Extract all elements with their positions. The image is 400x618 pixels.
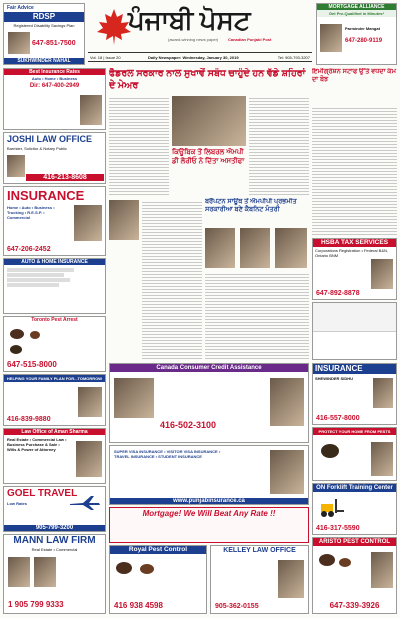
rdsp-sub: Registered Disability Savings Plan [13, 23, 75, 28]
aristo-phone: 647-339-3926 [329, 601, 380, 610]
mortgage-banner: Mortgage! We Will Beat Any Rate !! [142, 509, 276, 518]
joshi-phone: 416-213-8608 [26, 174, 104, 181]
story2-box [205, 198, 309, 226]
hsba-sub: Corporations Registration • Federal B&N, Ontario BNM [315, 248, 388, 258]
mortgage-alliance-ad[interactable] [316, 3, 397, 65]
story2-headline: ਬਰੈਂਪਟਨ ਸਾਊਥ ਤੋਂ ਐਮਪੀਪੀ ਪ੍ਰਭਮੀਤ ਸਰਕਾਰੀਆ ਬਣੇ ਕੈਬਨਿਟ ਮੰਤਰੀ [205, 198, 297, 213]
fair-advice-phone: 647-851-7500 [32, 40, 76, 47]
joshi-title: JOSHI LAW OFFICE [7, 134, 93, 144]
kelley-photo [278, 560, 304, 598]
hsba-tax-ad[interactable] [312, 238, 397, 300]
main-headline: ਫੈਡਰਲ ਸਰਕਾਰ ਨਾਲ ਸੁਖਾਵੇਂ ਸਬੰਧ ਚਾਹੁੰਦੇ ਹਨ ਵੱਡੇ ਸ਼ਹਿਰਾਂ ਦੇ ਮੇਅਰ [109, 68, 306, 91]
vol-issue: Vol. 18 | Issue 20 [90, 55, 121, 60]
sub-headline-box [172, 148, 246, 184]
bug-icon [30, 331, 40, 339]
joshi-law-ad[interactable] [3, 132, 106, 184]
mann-phone: 1 905 799 9333 [8, 600, 64, 609]
aman-sharma-ad[interactable] [3, 428, 106, 484]
prequalified-label: Get Pre-Qualified in Minutes* [317, 10, 396, 17]
mortgage-brand: MORTGAGE ALLIANCE [317, 4, 396, 10]
pest-phone: 647-515-8000 [7, 360, 57, 369]
mortgage-phone: 647-280-9119 [345, 38, 383, 44]
family-plan-ad[interactable] [3, 374, 106, 426]
mann-photo-1 [8, 557, 30, 587]
credit-phone: 416-502-3100 [160, 420, 217, 430]
mann-photo-2 [34, 557, 56, 587]
aristo-pest-ad[interactable] [312, 537, 397, 614]
insurance-right-ad[interactable] [312, 363, 397, 425]
insurance-big-title: INSURANCE [7, 188, 85, 203]
airplane-icon [69, 495, 101, 511]
fair-advice-name: SUKHWINDER NAHAL [4, 58, 84, 64]
family-plan-title: HELPING YOUR FAMILY PLAN FOR...TOMORROW [4, 375, 105, 382]
bug-icon [10, 329, 24, 339]
mortgage-agent-photo [320, 24, 342, 52]
insurance-agent-photo [80, 95, 102, 125]
aman-sharma-items: Real Estate • Commercial Law • Business Purchase & Sale • Wills & Power of Attorney [7, 437, 67, 452]
date-bar [88, 52, 312, 62]
story2-photo-1 [205, 228, 235, 268]
insurance-rates-items: Auto • Home • Business [31, 76, 78, 81]
joshi-photo [7, 155, 25, 177]
bug-icon [140, 564, 154, 574]
super-visa-list: SUPER VISA INSURANCE • VISITOR VISA INSURANCE • TRAVEL INSURANCE • STUDENT INSURANCE [114, 449, 221, 459]
protect-title: PROTECT YOUR HOME FROM PESTS [313, 428, 396, 435]
main-text-col-1 [109, 96, 169, 196]
main-headline-box [109, 68, 309, 94]
forklift-ad[interactable] [312, 483, 397, 535]
masthead-tel: Tel: 905-793-3207 [277, 55, 310, 60]
insurance-list: Home • Auto • Business • Trucking • R.E.S.P. • Commercial [7, 205, 55, 220]
right-small-ads[interactable] [312, 302, 397, 360]
right-story-text [312, 106, 397, 236]
auto-home-title: AUTO & HOME INSURANCE [4, 259, 105, 265]
main-photo-politicians [172, 96, 246, 146]
forklift-icon [319, 498, 345, 518]
insurance-right-phone: 416-557-8000 [316, 415, 360, 422]
mann-law-ad[interactable] [3, 534, 106, 614]
goel-sub: Low Rates [7, 501, 28, 506]
rdsp-label: RDSP [4, 12, 84, 22]
royal-title: Royal Pest Control [110, 546, 206, 554]
right-story-box [312, 68, 397, 104]
insurance-agent-photo-2 [74, 205, 102, 241]
insurance-ad[interactable] [3, 186, 106, 256]
protect-home-ad[interactable] [312, 427, 397, 481]
family-plan-phone: 416-839-9880 [7, 416, 51, 423]
insurance-right-title: INSURANCE [313, 364, 396, 374]
mortgage-agent-name: Parminder Mangat [345, 26, 380, 31]
website-link[interactable]: www.punjabinsurance.ca [110, 498, 308, 504]
bug-icon [116, 562, 132, 574]
forklift-phone: 416-317-5590 [316, 525, 360, 532]
date-line: Daily Newspaper: Wednesday, January 30, 2019 [148, 55, 239, 60]
aman-sharma-title: Law Office of Aman Sharma [4, 429, 105, 435]
masthead-title: ਪੰਜਾਬੀ ਪੋਸਟ [128, 6, 251, 35]
goel-title: GOEL TRAVEL [7, 488, 78, 499]
insurance-right-name: SHEWINDER SIDHU [315, 376, 354, 381]
goel-phone: 905-799-3200 [4, 525, 105, 531]
kelley-title: KELLEY LAW OFFICE [223, 547, 296, 554]
insurance-right-photo [373, 378, 393, 408]
auto-home-ad[interactable] [3, 258, 106, 314]
sub-headline: ਕਿਊਬਿਕ ਤੋਂ ਲਿਬਰਲ ਐਮਪੀ ਡੀ ਲੋਰੀਓ ਨੇ ਦਿੱਤਾ ਅਸਤੀਫਾ [172, 149, 245, 165]
hsba-photo [371, 259, 393, 289]
credit-assistance-ad[interactable] [109, 363, 309, 443]
pest-arrest-ad[interactable] [3, 316, 106, 372]
hsba-phone: 647-892-8878 [316, 290, 360, 297]
family-plan-photo [78, 387, 102, 417]
forklift-title: ON Forklift Training Center [313, 484, 396, 492]
main-text-col-2 [249, 96, 309, 196]
goel-travel-ad[interactable] [3, 486, 106, 532]
joshi-sub: Barrister, Solicitor & Notary Public [7, 146, 68, 151]
lorio-photo [109, 200, 139, 240]
fair-advice-ad[interactable] [3, 3, 85, 65]
story2-photo-2 [240, 228, 270, 268]
insurance-rates-title: Best Insurance Rates [4, 69, 105, 75]
mortgage-banner-ad[interactable] [109, 507, 309, 543]
mann-sub: Real Estate • Commercial [31, 547, 78, 552]
insurance-rates-ad[interactable] [3, 68, 106, 130]
right-small-ad-1 [313, 303, 396, 332]
aman-sharma-photo [76, 441, 102, 477]
insurance-rates-phone: Dir: 647-400-2949 [29, 83, 80, 89]
agent-photo [8, 32, 30, 54]
royal-phone: 416 938 4598 [114, 601, 163, 610]
story2-text [205, 272, 309, 360]
mann-title: MANN LAW FIRM [13, 535, 96, 546]
aristo-photo [371, 552, 393, 588]
super-visa-agent-photo [270, 450, 304, 494]
story2-photo-3 [275, 228, 307, 268]
insurance-phone: 647-206-2452 [7, 246, 51, 253]
royal-pest-ad[interactable] [109, 545, 207, 614]
bug-icon [339, 558, 351, 567]
right-small-ad-2 [313, 332, 396, 360]
masthead-tagline: Canadian Punjabi Post [228, 37, 272, 42]
credit-title: Canada Consumer Credit Assistance [110, 364, 308, 372]
super-visa-ad[interactable] [109, 445, 309, 505]
bug-icon [321, 444, 339, 458]
kelley-law-ad[interactable] [210, 545, 309, 614]
right-story-headline: ਇਮੀਗ੍ਰੇਸ਼ਨ ਸਟਾਫ ਉੱਤੇ ਵਧਦਾ ਕੰਮ ਦਾ ਬੋਝ [312, 68, 397, 83]
credit-photo [114, 378, 154, 418]
masthead-awards: (award-winning news paper) [168, 37, 219, 42]
main-text-col-3 [142, 200, 202, 360]
auto-home-body [4, 265, 105, 309]
kelley-phone: 905-362-0155 [215, 603, 259, 610]
hsba-title: HSBA TAX SERVICES [313, 239, 396, 247]
bug-icon [10, 345, 22, 354]
protect-photo [371, 442, 393, 476]
credit-agent-photo [270, 378, 304, 426]
bug-icon [319, 554, 335, 566]
fair-advice-brand: Fair Advice [7, 5, 34, 11]
aristo-title: ARISTO PEST CONTROL [313, 538, 396, 546]
pest-title: Toronto Pest Arrest [31, 317, 78, 323]
